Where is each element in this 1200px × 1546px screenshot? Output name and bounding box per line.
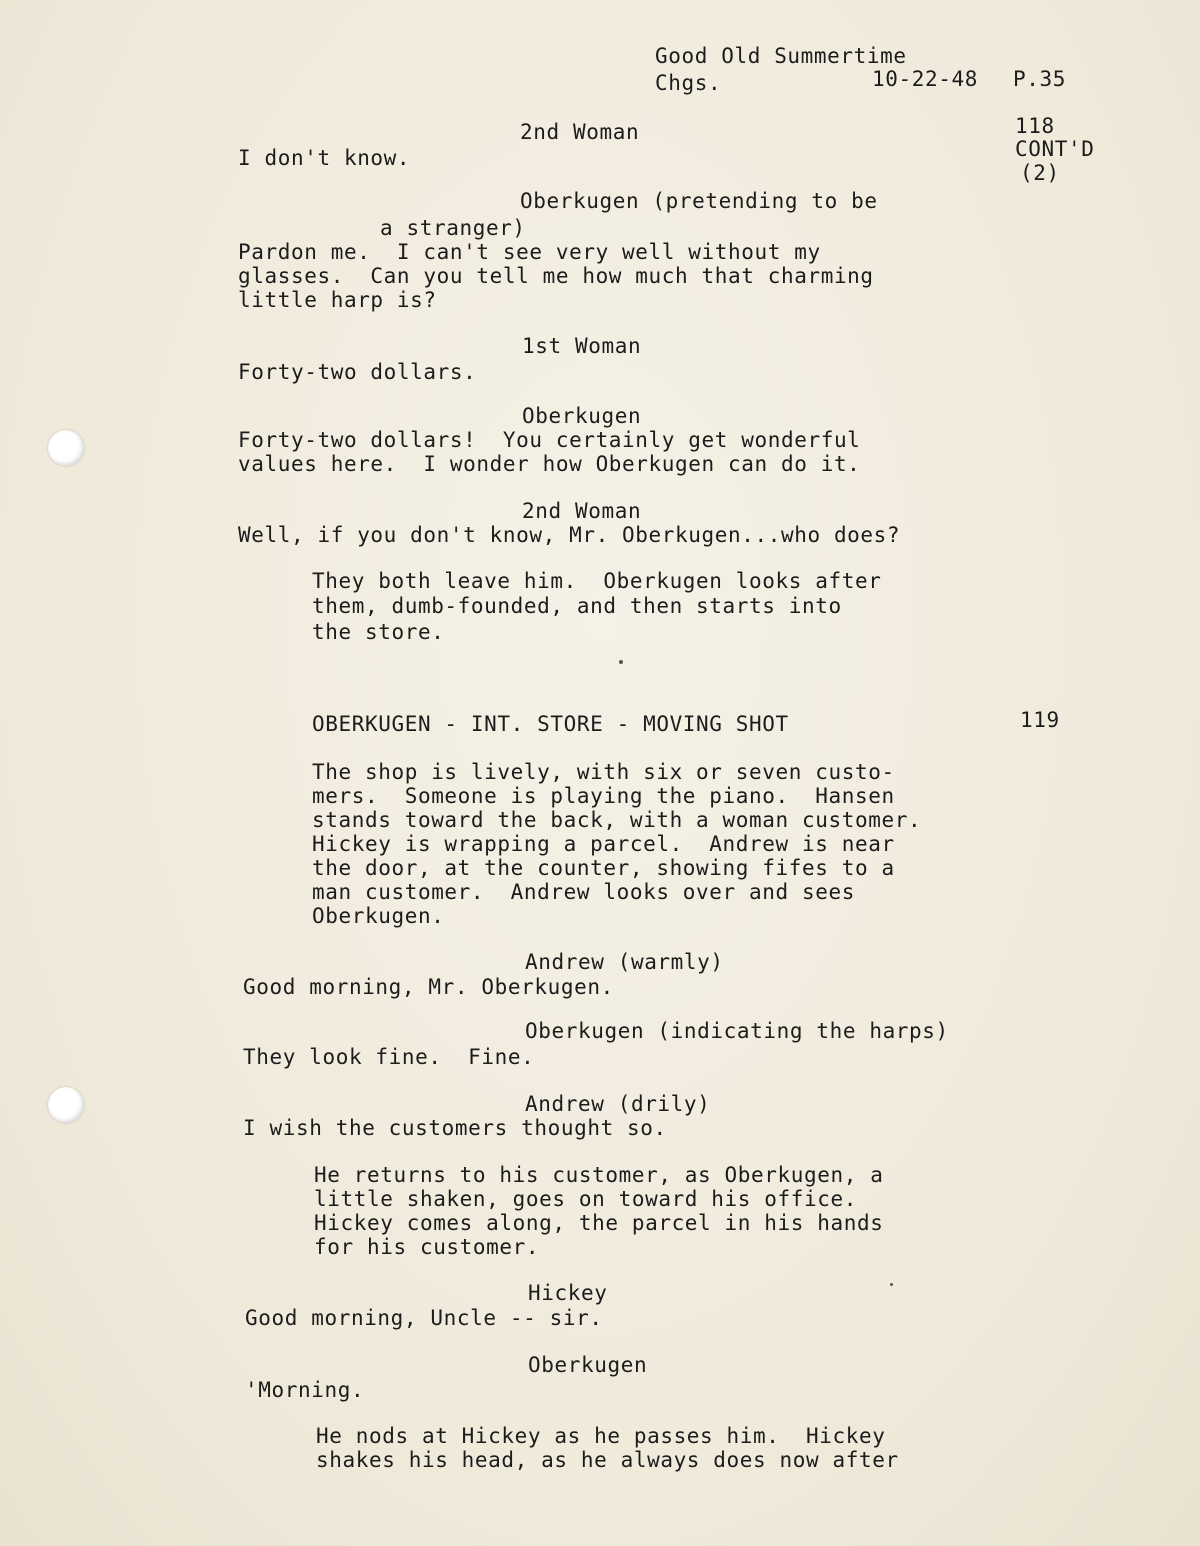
dialogue-line: little harp is? xyxy=(238,288,437,312)
punch-hole-top xyxy=(48,430,84,466)
action-line: for his customer. xyxy=(314,1235,540,1259)
character-cue: Andrew (drily) xyxy=(525,1092,711,1116)
script-title: Good Old Summertime xyxy=(655,44,907,68)
punch-hole-bottom xyxy=(48,1087,84,1123)
action-line: mers. Someone is playing the piano. Hansen xyxy=(312,784,895,808)
character-cue: Oberkugen xyxy=(522,404,642,428)
action-line: stands toward the back, with a woman customer. xyxy=(312,808,922,832)
dialogue-line: glasses. Can you tell me how much that charming xyxy=(238,264,874,288)
character-cue: Hickey xyxy=(528,1281,608,1305)
dialogue-line: Good morning, Uncle -- sir. xyxy=(245,1306,603,1330)
scene-heading: OBERKUGEN - INT. STORE - MOVING SHOT xyxy=(312,712,789,736)
dialogue-line: Well, if you don't know, Mr. Oberkugen...who does? xyxy=(238,523,901,547)
page-number: P.35 xyxy=(1013,67,1066,91)
dialogue-line: Forty-two dollars! You certainly get wonderful xyxy=(238,428,861,452)
action-line: the store. xyxy=(312,620,445,644)
character-cue-continued: a stranger) xyxy=(380,216,526,240)
action-line: shakes his head, as he always does now after xyxy=(316,1448,899,1472)
action-line: Hickey comes along, the parcel in his hands xyxy=(314,1211,884,1235)
dialogue-line: Pardon me. I can't see very well without my xyxy=(238,240,821,264)
paper-speck xyxy=(619,660,623,664)
action-line: The shop is lively, with six or seven custo- xyxy=(312,760,895,784)
dialogue-line: I wish the customers thought so. xyxy=(243,1116,667,1140)
dialogue-line: Good morning, Mr. Oberkugen. xyxy=(243,975,614,999)
action-line: man customer. Andrew looks over and sees xyxy=(312,880,855,904)
dialogue-line: They look fine. Fine. xyxy=(243,1045,535,1069)
action-line: He nods at Hickey as he passes him. Hickey xyxy=(316,1424,886,1448)
paper-speck xyxy=(890,1283,893,1286)
character-cue: 2nd Woman xyxy=(522,499,642,523)
character-cue: 1st Woman xyxy=(522,334,642,358)
action-line: little shaken, goes on toward his office. xyxy=(314,1187,857,1211)
action-line: Hickey is wrapping a parcel. Andrew is near xyxy=(312,832,895,856)
character-cue: Oberkugen (pretending to be xyxy=(520,189,878,213)
character-cue: 2nd Woman xyxy=(520,120,640,144)
action-line: They both leave him. Oberkugen looks after xyxy=(312,569,882,593)
scene-continued-count: (2) xyxy=(1020,161,1060,185)
character-cue: Oberkugen (indicating the harps) xyxy=(525,1019,949,1043)
revision-date: 10-22-48 xyxy=(872,67,978,91)
scene-continued-label: CONT'D xyxy=(1015,137,1095,161)
changes-label: Chgs. xyxy=(655,71,722,95)
scene-number: 119 xyxy=(1020,708,1060,732)
dialogue-line: Forty-two dollars. xyxy=(238,360,477,384)
character-cue: Andrew (warmly) xyxy=(525,950,724,974)
action-line: the door, at the counter, showing fifes to a xyxy=(312,856,895,880)
dialogue-line: values here. I wonder how Oberkugen can do it. xyxy=(238,452,861,476)
action-line: Oberkugen. xyxy=(312,904,445,928)
dialogue-line: I don't know. xyxy=(238,146,411,170)
action-line: He returns to his customer, as Oberkugen, a xyxy=(314,1163,884,1187)
scene-number: 118 xyxy=(1015,114,1055,138)
dialogue-line: 'Morning. xyxy=(245,1378,365,1402)
character-cue: Oberkugen xyxy=(528,1353,648,1377)
action-line: them, dumb-founded, and then starts into xyxy=(312,594,842,618)
